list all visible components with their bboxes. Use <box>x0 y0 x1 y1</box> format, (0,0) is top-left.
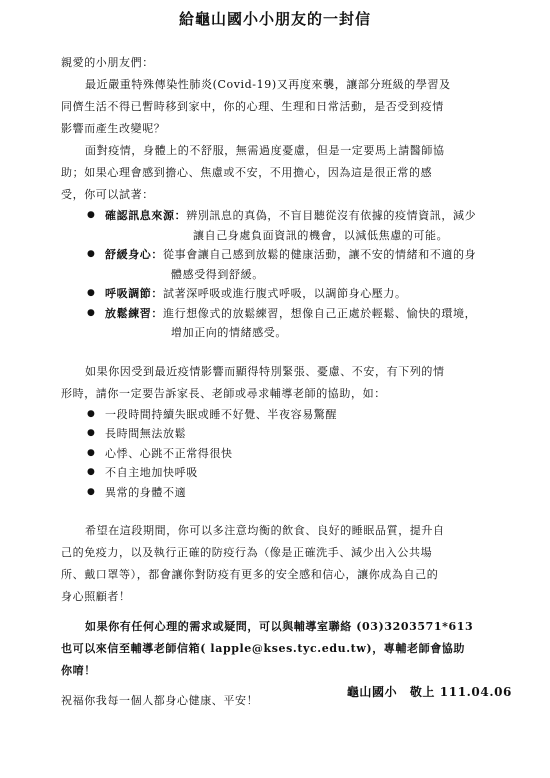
paragraph-line: 面對疫情，身體上的不舒服，無需過度憂慮，但是一定要馬上請醫師協 <box>85 144 445 157</box>
paragraph-line: 助；如果心理會感到擔心、焦慮或不安，不用擔心，因為這是很正常的感 <box>61 166 433 179</box>
strategy-term: 放鬆練習： <box>105 306 163 320</box>
paragraph-line: 如果你有任何心理的需求或疑問，可以與輔導室聯絡 (03)3203571*613 <box>85 620 474 633</box>
strategy-text: 進行想像式的放鬆練習，想像自己正處於輕鬆、愉快的環境， <box>163 306 477 320</box>
paragraph-line: 己的免疫力，以及執行正確的防疫行為（像是正確洗手、減少出入公共場 <box>61 546 433 559</box>
list-item <box>61 245 493 284</box>
paragraph-contact <box>61 616 493 682</box>
paragraph-hope <box>61 520 493 608</box>
salutation: 親愛的小朋友們： <box>61 56 154 69</box>
list-item <box>61 284 493 304</box>
bullet-icon: ● <box>87 288 96 298</box>
strategy-text-cont: 體感受得到舒緩。 <box>171 267 264 281</box>
bullet-icon: ● <box>87 307 96 318</box>
strategy-list <box>61 206 493 343</box>
strategy-term: 確認訊息來源： <box>105 209 187 222</box>
paragraph-line: 形時，請你一定要告訴家長、老師或尋求輔導老師的協助，如： <box>61 386 386 400</box>
strategy-text: 從事會讓自己感到放鬆的健康活動，讓不安的情緒和不適的身 <box>163 248 477 261</box>
strategy-text-cont: 增加正向的情緒感受。 <box>171 326 287 339</box>
paragraph-warning <box>61 361 493 405</box>
paragraph-line: 如果你因受到最近疫情影響而顯得特別緊張、憂慮、不安，有下列的情 <box>85 364 445 378</box>
list-item <box>61 424 493 444</box>
paragraph-intro <box>61 74 493 140</box>
strategy-text: 試著深呼吸或進行腹式呼吸，以調節身心壓力。 <box>163 287 407 300</box>
strategy-text: 辨別訊息的真偽，不盲目聽從沒有依據的疫情資訊，減少 <box>186 209 477 222</box>
paragraph-line: 同儕生活不得已暫時移到家中，你的心理、生理和日常活動，是否受到疫情 <box>61 100 444 113</box>
bullet-icon: ● <box>87 486 96 497</box>
bullet-icon: ● <box>87 249 96 259</box>
letter-body <box>61 52 493 712</box>
paragraph-line: 你唷！ <box>61 664 96 677</box>
closing-wish: 祝福你我每一個人都身心健康、平安！ <box>61 694 259 707</box>
list-item <box>61 444 493 464</box>
paragraph-line: 所、戴口罩等），都會讓你對防疫有更多的安全感和信心，讓你成為自己的 <box>61 568 439 581</box>
signature: 龜山國小 敬上 111.04.06 <box>346 685 512 699</box>
strategy-term: 舒緩身心： <box>105 248 163 261</box>
list-item <box>61 405 493 425</box>
page-title: 給龜山國小小朋友的一封信 <box>178 10 371 28</box>
symptom-text: 心悸、心跳不正常得很快 <box>105 446 233 460</box>
strategy-text-cont: 讓自己身處負面資訊的機會，以減低焦慮的可能。 <box>193 228 449 242</box>
bullet-icon: ● <box>87 467 96 477</box>
paragraph-line: 影響而產生改變呢？ <box>61 122 166 135</box>
bullet-icon: ● <box>87 210 96 220</box>
list-item <box>61 463 493 483</box>
paragraph-line: 受，你可以試著： <box>61 188 154 201</box>
symptom-list <box>61 405 493 503</box>
bullet-icon: ● <box>87 447 96 458</box>
strategy-term: 呼吸調節： <box>105 287 163 300</box>
bullet-icon: ● <box>87 408 96 419</box>
symptom-text: 異常的身體不適 <box>105 485 187 499</box>
bullet-icon: ● <box>87 428 96 438</box>
list-item <box>61 206 493 245</box>
symptom-text: 一段時間持續失眠或睡不好覺、半夜容易驚醒 <box>105 407 337 421</box>
paragraph-line: 也可以來信至輔導老師信箱( lapple@kses.tyc.edu.tw)，專輔老師會協助 <box>61 642 466 655</box>
symptom-text: 不自主地加快呼吸 <box>105 466 198 479</box>
paragraph-advice <box>61 140 493 206</box>
symptom-text: 長時間無法放鬆 <box>105 427 187 440</box>
paragraph-line: 最近嚴重特殊傳染性肺炎(Covid-19)又再度來襲，讓部分班級的學習及 <box>85 78 451 91</box>
list-item <box>61 304 493 343</box>
list-item <box>61 483 493 503</box>
paragraph-line: 希望在這段期間，你可以多注意均衡的飲食、良好的睡眠品質，提升自 <box>85 524 445 537</box>
paragraph-line: 身心照顧者！ <box>61 590 131 603</box>
